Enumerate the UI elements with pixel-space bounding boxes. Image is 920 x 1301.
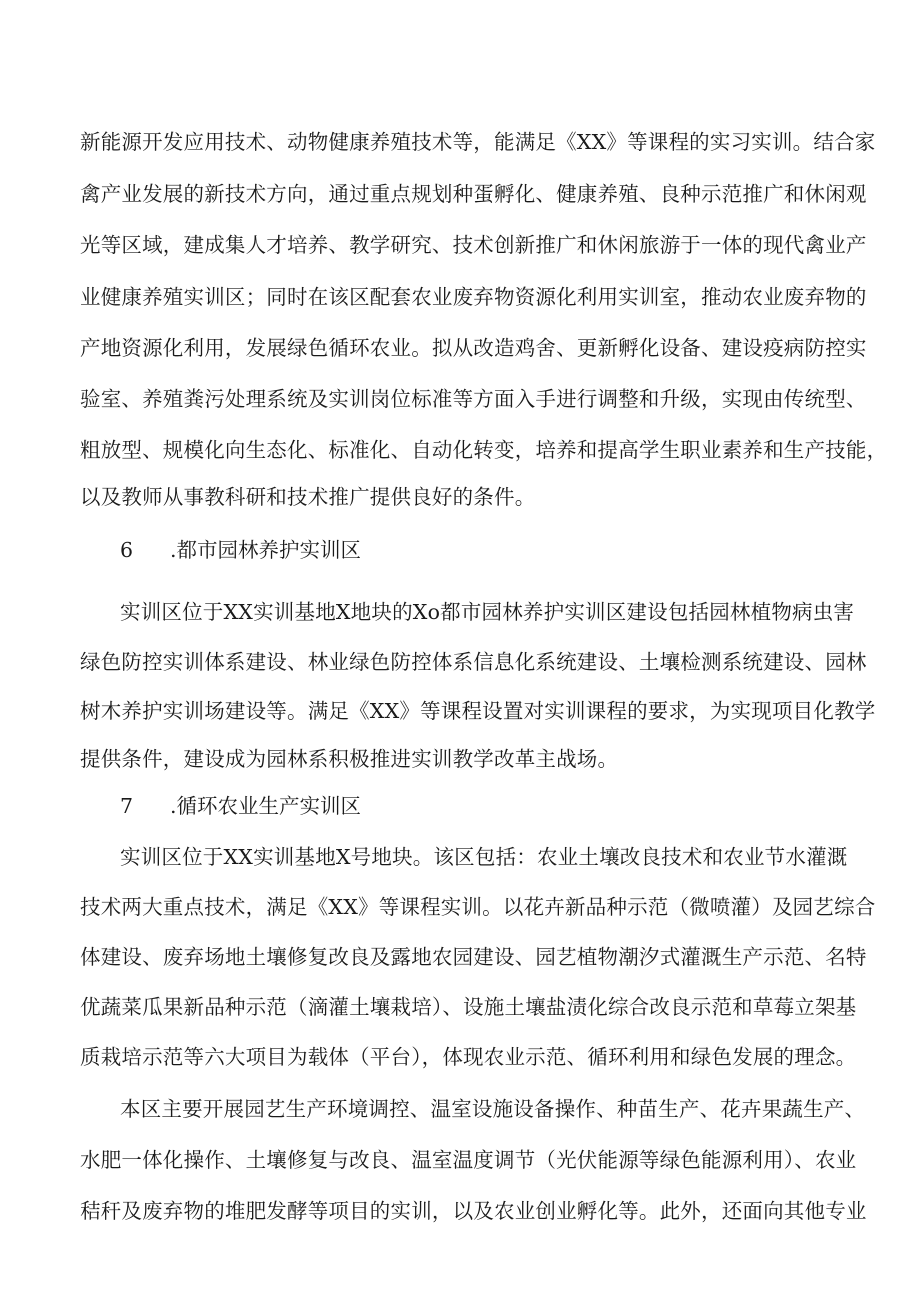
section-title: .都市园林养护实训区 [170,538,362,562]
text-line: 树木养护实训场建设等。满足《XX》等课程设置对实训课程的要求，为实现项目化教学 [80,699,876,723]
text-line: 技术两大重点技术，满足《XX》等课程实训。以花卉新品种示范（微喷灌）及园艺综合 [80,895,876,919]
section-heading-6 [120,536,361,564]
text-line: 业健康养殖实训区；同时在该区配套农业废弃物资源化利用实训室，推动农业废弃物的 [80,285,867,309]
text-line: 质栽培示范等六大项目为载体（平台），体现农业示范、循环利用和绿色发展的理念。 [80,1045,857,1069]
text-line: 实训区位于XX实训基地X号地块。该区包括：农业土壤改良技术和农业节水灌溉 [120,845,848,869]
section-title: .循环农业生产实训区 [170,794,362,818]
text-line: 提供条件，建设成为园林系积极推进实训教学改革主战场。 [80,747,619,771]
section-number: 6 [120,538,134,562]
text-line: 新能源开发应用技术、动物健康养殖技术等，能满足《XX》等课程的实习实训。结合家 [80,130,876,154]
text-line: 光等区域，建成集人才培养、教学研究、技术创新推广和休闲旅游于一体的现代禽业产 [80,233,867,257]
text-line: 体建设、废弃场地土壤修复改良及露地农园建设、园艺植物潮汐式灌溉生产示范、名特 [80,945,867,969]
text-line: 验室、养殖粪污处理系统及实训岗位标准等方面入手进行调整和升级，实现由传统型、 [80,387,867,411]
text-line: 优蔬菜瓜果新品种示范（滴灌土壤栽培）、设施土壤盐渍化综合改良示范和草莓立架基 [80,995,857,1019]
text-line: 粗放型、规模化向生态化、标准化、自动化转变，培养和提高学生职业素养和生产技能， [80,438,888,462]
text-line: 水肥一体化操作、土壤修复与改良、温室温度调节（光伏能源等绿色能源利用）、农业 [80,1148,857,1172]
text-line: 绿色防控实训体系建设、林业绿色防控体系信息化系统建设、土壤检测系统建设、园林 [80,650,867,674]
section-heading-7 [120,792,361,820]
text-line: 禽产业发展的新技术方向，通过重点规划种蛋孵化、健康养殖、良种示范推广和休闲观 [80,182,867,206]
text-line: 实训区位于XX实训基地X地块的Xo都市园林养护实训区建设包括园林植物病虫害 [120,600,855,624]
text-line: 产地资源化利用，发展绿色循环农业。拟从改造鸡舍、更新孵化设备、建设疫病防控实 [80,336,867,360]
text-line: 以及教师从事教科研和技术推广提供良好的条件。 [80,485,536,509]
text-line: 本区主要开展园艺生产环境调控、温室设施设备操作、种苗生产、花卉果蔬生产、 [120,1097,866,1121]
text-line: 秸秆及废弃物的堆肥发酵等项目的实训，以及农业创业孵化等。此外，还面向其他专业 [80,1199,867,1223]
section-number: 7 [120,794,134,818]
